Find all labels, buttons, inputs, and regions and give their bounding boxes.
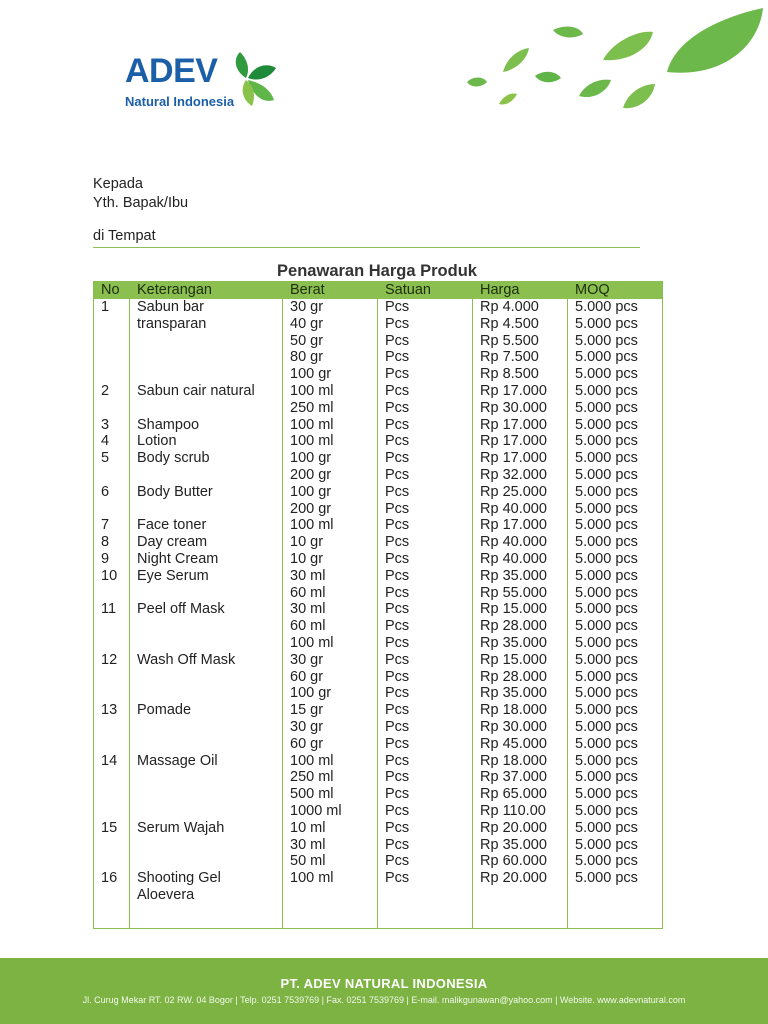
footer [0,958,768,1024]
table-cell: 5.000 pcs [568,803,663,820]
table-row [94,400,663,417]
table-cell: 100 gr [283,484,378,501]
table-cell: Rp 35.000 [473,685,568,702]
table-cell: Rp 15.000 [473,652,568,669]
table-row [94,887,663,904]
table-cell: 11 [94,601,130,618]
table-cell: Pcs [378,349,473,366]
table-cell [94,887,130,904]
table-cell [130,635,283,652]
table-cell: Rp 30.000 [473,400,568,417]
table-cell: 5.000 pcs [568,837,663,854]
table-cell: Pcs [378,517,473,534]
table-cell [130,400,283,417]
table-cell: 5.000 pcs [568,484,663,501]
table-cell: 250 ml [283,400,378,417]
table-cell: 60 gr [283,669,378,686]
table-cell: 10 [94,568,130,585]
table-cell: Pcs [378,719,473,736]
table-body [94,299,663,928]
footer-company: PT. ADEV NATURAL INDONESIA [280,976,488,991]
table-cell: Face toner [130,517,283,534]
table-cell: Pcs [378,366,473,383]
document-title: Penawaran Harga Produk [277,262,477,280]
table-row [94,501,663,518]
table-cell [94,316,130,333]
table-row [94,316,663,333]
table-cell [94,366,130,383]
table-cell: Pcs [378,433,473,450]
table-cell [94,618,130,635]
table-row [94,635,663,652]
table-cell: Pomade [130,702,283,719]
table-cell: Rp 20.000 [473,820,568,837]
table-cell: Sabun cair natural [130,383,283,400]
table-cell: 4 [94,433,130,450]
table-cell [130,685,283,702]
decorative-leaves-icon [455,0,768,120]
table-row [94,736,663,753]
table-cell: Pcs [378,853,473,870]
table-cell: 100 ml [283,417,378,434]
table-cell: Body Butter [130,484,283,501]
table-cell [94,333,130,350]
table-cell [94,400,130,417]
table-cell: 5.000 pcs [568,652,663,669]
table-cell: Pcs [378,652,473,669]
table-cell [130,467,283,484]
table-cell: 30 gr [283,299,378,316]
table-cell: Pcs [378,870,473,887]
table-cell: 5.000 pcs [568,820,663,837]
table-cell: Day cream [130,534,283,551]
table-cell: 5.000 pcs [568,786,663,803]
table-row [94,870,663,887]
column-header: Berat [283,281,378,299]
table-cell: 5.000 pcs [568,366,663,383]
table-cell [378,887,473,904]
table-cell: 5.000 pcs [568,299,663,316]
table-row [94,551,663,568]
table-cell: Rp 15.000 [473,601,568,618]
table-cell [94,786,130,803]
table-cell: Pcs [378,685,473,702]
table-cell: 12 [94,652,130,669]
table-cell: 5.000 pcs [568,870,663,887]
table-cell: Rp 40.000 [473,534,568,551]
table-row [94,417,663,434]
divider [93,247,640,248]
table-cell: 5.000 pcs [568,568,663,585]
table-cell: 8 [94,534,130,551]
table-cell: 5.000 pcs [568,534,663,551]
table-cell: 200 gr [283,501,378,518]
table-cell: 5.000 pcs [568,450,663,467]
table-cell: Sabun bar [130,299,283,316]
table-cell: 1000 ml [283,803,378,820]
table-cell: Rp 18.000 [473,753,568,770]
table-cell: Rp 4.000 [473,299,568,316]
table-cell: Rp 7.500 [473,349,568,366]
table-cell: 5.000 pcs [568,467,663,484]
table-cell: 5.000 pcs [568,669,663,686]
table-cell: 5.000 pcs [568,417,663,434]
table-cell: 5.000 pcs [568,349,663,366]
table-row [94,685,663,702]
table-cell: Rp 35.000 [473,568,568,585]
table-cell: 9 [94,551,130,568]
table-cell: Peel off Mask [130,601,283,618]
table-cell: Rp 110.00 [473,803,568,820]
table-cell: Pcs [378,568,473,585]
table-row [94,383,663,400]
table-row [94,299,663,316]
table-cell: Pcs [378,534,473,551]
table-row [94,467,663,484]
table-cell: Pcs [378,585,473,602]
table-cell: 100 ml [283,635,378,652]
table-cell: 5.000 pcs [568,316,663,333]
table-cell: 5.000 pcs [568,685,663,702]
table-cell: 5.000 pcs [568,769,663,786]
table-cell [130,333,283,350]
table-cell: Pcs [378,837,473,854]
table-cell: 5.000 pcs [568,601,663,618]
table-cell: 30 ml [283,568,378,585]
table-cell: Pcs [378,467,473,484]
table-cell [94,837,130,854]
table-cell [94,349,130,366]
table-row [94,669,663,686]
table-cell: Lotion [130,433,283,450]
table-cell [130,366,283,383]
table-cell [130,349,283,366]
table-cell: Rp 28.000 [473,669,568,686]
table-cell: 30 gr [283,652,378,669]
table-cell: Rp 65.000 [473,786,568,803]
table-cell: 13 [94,702,130,719]
table-cell [130,769,283,786]
table-cell: Eye Serum [130,568,283,585]
table-cell [283,887,378,904]
table-cell: Massage Oil [130,753,283,770]
table-row [94,433,663,450]
table-row [94,484,663,501]
table-row [94,450,663,467]
table-cell: 5.000 pcs [568,702,663,719]
table-cell [130,719,283,736]
table-cell: Pcs [378,299,473,316]
table-cell [130,736,283,753]
table-cell: Rp 17.000 [473,517,568,534]
table-cell: 5.000 pcs [568,853,663,870]
table-cell: 40 gr [283,316,378,333]
table-cell: 60 ml [283,618,378,635]
table-row [94,853,663,870]
table-cell [130,853,283,870]
table-row [94,837,663,854]
table-cell [130,803,283,820]
table-cell: 500 ml [283,786,378,803]
table-row [94,719,663,736]
table-cell: Pcs [378,618,473,635]
table-cell: 100 ml [283,517,378,534]
table-cell: Pcs [378,753,473,770]
table-cell [94,635,130,652]
table-cell: 5.000 pcs [568,736,663,753]
table-cell: 5.000 pcs [568,400,663,417]
table-cell: Rp 17.000 [473,383,568,400]
table-cell: 60 ml [283,585,378,602]
table-cell: 100 ml [283,383,378,400]
table-cell: Rp 17.000 [473,417,568,434]
table-cell: Pcs [378,450,473,467]
table-cell: Rp 37.000 [473,769,568,786]
table-cell: Pcs [378,601,473,618]
table-cell: 5.000 pcs [568,618,663,635]
table-cell: 5.000 pcs [568,551,663,568]
table-cell: Rp 30.000 [473,719,568,736]
table-cell: 14 [94,753,130,770]
table-cell: Rp 18.000 [473,702,568,719]
table-cell [94,585,130,602]
table-cell: 80 gr [283,349,378,366]
column-header: Harga [473,281,568,299]
table-cell: 50 ml [283,853,378,870]
table-cell: Rp 32.000 [473,467,568,484]
column-header: Satuan [378,281,473,299]
table-cell [94,769,130,786]
table-cell: 100 gr [283,450,378,467]
logo-wordmark: ADEV [125,52,218,90]
table-cell: 5 [94,450,130,467]
table-cell [94,669,130,686]
table-cell: Pcs [378,383,473,400]
table-cell: 100 gr [283,366,378,383]
table-cell: Rp 17.000 [473,433,568,450]
table-cell [94,803,130,820]
table-cell: Rp 5.500 [473,333,568,350]
column-header: No [94,281,130,299]
recipient-address [93,175,188,246]
table-cell: 30 ml [283,837,378,854]
table-cell: Pcs [378,820,473,837]
table-cell: Wash Off Mask [130,652,283,669]
table-cell: 7 [94,517,130,534]
table-cell: 5.000 pcs [568,719,663,736]
table-cell: Aloevera [130,887,283,904]
table-cell: 5.000 pcs [568,635,663,652]
table-cell: Pcs [378,635,473,652]
table-row [94,366,663,383]
table-cell: 3 [94,417,130,434]
table-cell: Pcs [378,769,473,786]
table-row [94,820,663,837]
table-row [94,618,663,635]
table-cell: 5.000 pcs [568,333,663,350]
table-cell: 5.000 pcs [568,517,663,534]
table-cell [130,786,283,803]
table-row [94,786,663,803]
address-line: Kepada [93,176,143,192]
column-header: Keterangan [130,281,283,299]
table-cell: Pcs [378,400,473,417]
table-cell [94,736,130,753]
table-row [94,753,663,770]
logo-tagline: Natural Indonesia [125,94,235,109]
table-cell: Shampoo [130,417,283,434]
table-cell [94,501,130,518]
table-cell: Rp 45.000 [473,736,568,753]
table-cell: Pcs [378,551,473,568]
table-cell: 100 ml [283,433,378,450]
table-cell [568,887,663,904]
table-cell: 100 ml [283,753,378,770]
table-cell [130,837,283,854]
table-cell [130,669,283,686]
table-row [94,568,663,585]
table-row [94,601,663,618]
table-cell: Pcs [378,501,473,518]
table-cell: 2 [94,383,130,400]
table-cell: 30 ml [283,601,378,618]
table-cell: 1 [94,299,130,316]
table-row [94,803,663,820]
table-cell: 5.000 pcs [568,501,663,518]
table-row [94,702,663,719]
table-cell: 100 ml [283,870,378,887]
table-cell [94,685,130,702]
table-cell: Pcs [378,484,473,501]
table-cell: Pcs [378,669,473,686]
table-cell: 5.000 pcs [568,383,663,400]
price-table [93,281,663,929]
table-cell: Rp 35.000 [473,837,568,854]
table-cell: 30 gr [283,719,378,736]
table-cell [94,719,130,736]
table-cell: Rp 4.500 [473,316,568,333]
table-cell: 16 [94,870,130,887]
table-cell: Rp 60.000 [473,853,568,870]
table-cell: 6 [94,484,130,501]
table-cell: Rp 40.000 [473,501,568,518]
table-cell: transparan [130,316,283,333]
table-cell [130,501,283,518]
table-cell: Pcs [378,803,473,820]
table-row [94,517,663,534]
table-cell: Rp 17.000 [473,450,568,467]
table-cell: Serum Wajah [130,820,283,837]
table-row [94,349,663,366]
table-cell [94,853,130,870]
table-cell: Rp 8.500 [473,366,568,383]
table-cell: Pcs [378,417,473,434]
table-cell: Shooting Gel [130,870,283,887]
table-cell: Rp 25.000 [473,484,568,501]
table-cell: 50 gr [283,333,378,350]
column-header: MOQ [568,281,663,299]
table-cell: 100 gr [283,685,378,702]
table-cell: Pcs [378,786,473,803]
table-cell: Body scrub [130,450,283,467]
table-cell: 60 gr [283,736,378,753]
company-logo [122,48,292,118]
table-cell: Night Cream [130,551,283,568]
address-line: Yth. Bapak/Ibu [93,195,189,211]
table-cell: 15 [94,820,130,837]
table-row [94,769,663,786]
table-cell: Rp 40.000 [473,551,568,568]
table-cell: Rp 55.000 [473,585,568,602]
table-cell: 10 ml [283,820,378,837]
table-cell: 10 gr [283,551,378,568]
footer-contact: Jl. Curug Mekar RT. 02 RW. 04 Bogor | Telp. 0251 7539769 | Fax. 0251 7539769 | E-mail. malikgunawan@yahoo.com | Website. www.adevnatural.com [82,995,686,1005]
table-cell: 5.000 pcs [568,585,663,602]
table-row [94,333,663,350]
table-cell [94,467,130,484]
table-cell: Pcs [378,333,473,350]
address-line: di Tempat [93,228,156,244]
table-cell [473,887,568,904]
table-cell: 5.000 pcs [568,433,663,450]
table-cell: Rp 35.000 [473,635,568,652]
table-cell: Rp 28.000 [473,618,568,635]
table-row [94,585,663,602]
table-header-row [94,281,663,299]
table-row [94,534,663,551]
table-cell: Rp 20.000 [473,870,568,887]
table-cell: 5.000 pcs [568,753,663,770]
table-cell: Pcs [378,316,473,333]
table-cell: 10 gr [283,534,378,551]
table-cell: Pcs [378,736,473,753]
table-cell: 200 gr [283,467,378,484]
table-row [94,652,663,669]
table-cell: 15 gr [283,702,378,719]
table-cell [130,585,283,602]
table-cell: 250 ml [283,769,378,786]
table-cell: Pcs [378,702,473,719]
table-cell [130,618,283,635]
